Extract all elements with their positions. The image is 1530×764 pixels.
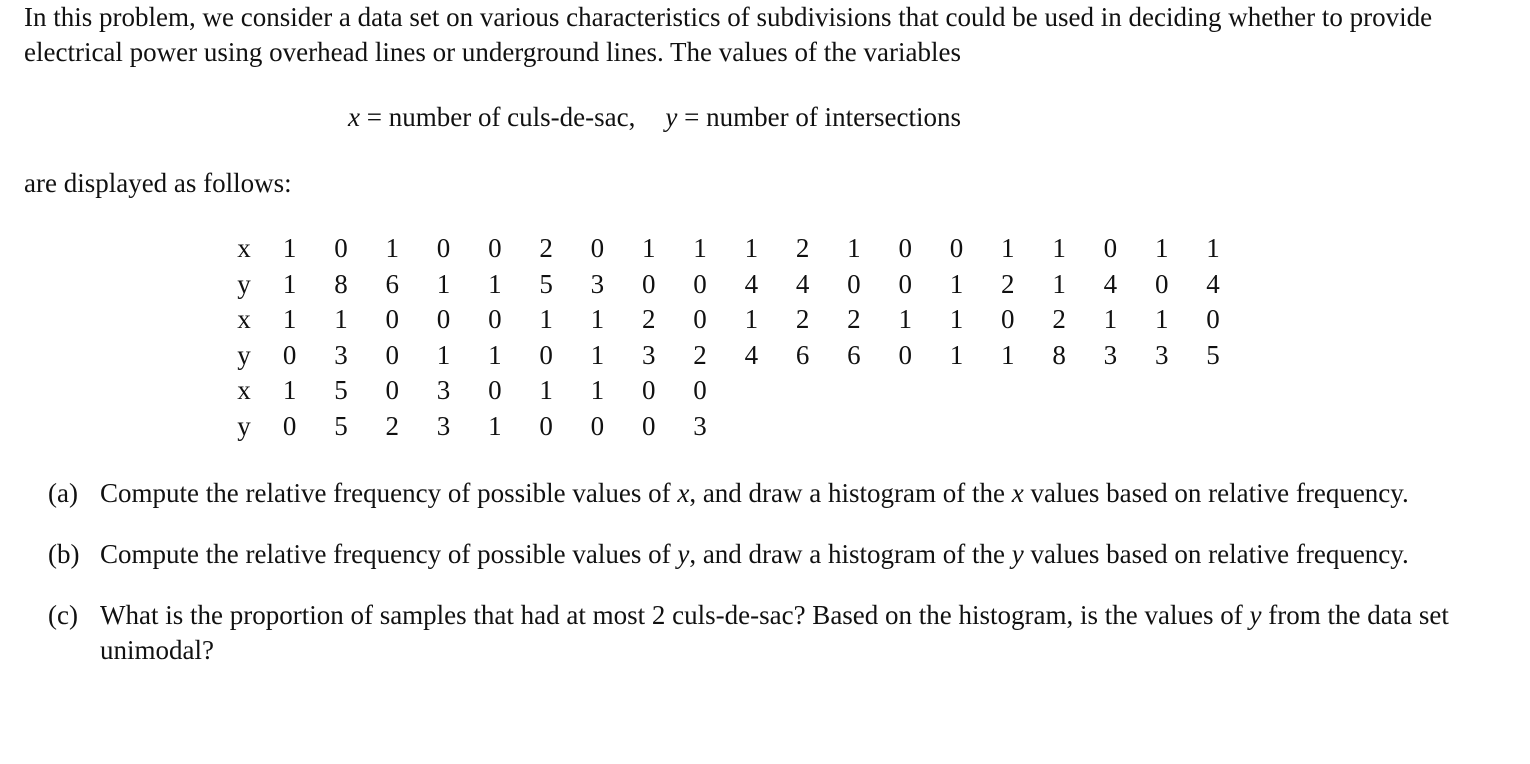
table-cell: 0 (488, 375, 502, 406)
y-symbol: y (665, 102, 678, 132)
table-cell: 2 (795, 233, 810, 264)
table-cell: 4 (1103, 268, 1118, 299)
table-cell: 0 (693, 268, 707, 299)
table-cell: 6 (795, 339, 810, 370)
part-c (48, 598, 1468, 668)
part-b-marker: (b) (48, 539, 80, 569)
part-b-math-1: y (677, 539, 690, 569)
table-cell: 6 (847, 339, 861, 370)
table-cell: 8 (334, 268, 348, 299)
table-cell: 1 (1206, 233, 1220, 264)
table-cell: 0 (1001, 304, 1015, 335)
table-cell: 1 (1001, 339, 1015, 370)
table-cell: 1 (539, 375, 553, 406)
part-b-math-2: y (1011, 539, 1024, 569)
table-cell: 1 (590, 304, 605, 335)
table-cell: 0 (385, 375, 399, 406)
table-cell: 0 (1103, 233, 1118, 264)
table-cell: 2 (1001, 268, 1015, 299)
table-cell: 0 (898, 339, 912, 370)
table-cell: 1 (1052, 233, 1066, 264)
table-cell: 3 (334, 339, 348, 370)
table-cell: 5 (334, 375, 348, 406)
table-cell: 1 (282, 268, 297, 299)
table-cell: 1 (590, 375, 605, 406)
table-cell: 1 (385, 233, 399, 264)
table-cell: 0 (590, 410, 605, 441)
table-cell: 1 (282, 304, 297, 335)
table-cell: 1 (436, 339, 451, 370)
table-cell: 0 (898, 268, 912, 299)
row-label: x (237, 233, 251, 264)
table-cell: 6 (385, 268, 399, 299)
table-row (224, 373, 1239, 409)
part-a-text-1: Compute the relative frequency of possible values of (100, 478, 678, 508)
y-definition: number of intersections (706, 102, 962, 132)
table-cell: 1 (744, 304, 759, 335)
variable-definitions (348, 100, 961, 135)
table-cell: 1 (539, 304, 553, 335)
table-cell: 1 (282, 233, 297, 264)
table-cell: 0 (949, 233, 964, 264)
table-cell: 3 (1154, 339, 1169, 370)
table-cell: 0 (539, 339, 553, 370)
question-parts (48, 476, 1468, 668)
table-cell: 3 (641, 339, 656, 370)
table-cell: 4 (795, 268, 810, 299)
table-cell: 1 (949, 339, 964, 370)
table-cell: 1 (1103, 304, 1118, 335)
data-table-body (224, 231, 1239, 444)
table-row (224, 409, 1239, 445)
table-cell: 1 (488, 339, 502, 370)
table-cell: 4 (744, 268, 759, 299)
table-cell: 0 (641, 375, 656, 406)
table-cell: 5 (1206, 339, 1220, 370)
table-cell: 0 (641, 268, 656, 299)
table-row (224, 267, 1239, 303)
table-cell: 1 (641, 233, 656, 264)
part-a-text-2: , and draw a histogram of the (689, 478, 1012, 508)
table-cell: 1 (1052, 268, 1066, 299)
table-cell: 0 (1206, 304, 1220, 335)
table-cell: 0 (693, 375, 707, 406)
table-cell: 0 (488, 304, 502, 335)
table-cell: 1 (949, 304, 964, 335)
table-cell: 0 (282, 410, 297, 441)
follows-text: are displayed as follows: (24, 168, 292, 198)
row-label: x (237, 375, 251, 406)
table-row (224, 302, 1239, 338)
part-a-math-1: x (677, 478, 690, 508)
x-definition: = number of culs-de-sac, (359, 102, 636, 132)
part-b-text-3: values based on relative frequency. (1023, 539, 1409, 569)
table-cell: 4 (1206, 268, 1220, 299)
table-cell: 1 (898, 304, 912, 335)
table-cell: 1 (1001, 233, 1015, 264)
table-cell: 1 (693, 233, 707, 264)
part-b-text-2: , and draw a histogram of the (689, 539, 1012, 569)
part-b-text-1: Compute the relative frequency of possible values of (100, 539, 678, 569)
table-cell: 1 (334, 304, 348, 335)
table-cell: 0 (385, 304, 399, 335)
part-c-text-1: What is the proportion of samples that had at most 2 culs-de-sac? Based on the histogram, is the values of (100, 600, 1250, 630)
table-cell: 0 (693, 304, 707, 335)
table-cell: 2 (847, 304, 861, 335)
x-symbol: x (348, 102, 360, 132)
table-cell: 3 (436, 375, 451, 406)
table-cell: 2 (1052, 304, 1066, 335)
part-c-marker: (c) (48, 600, 78, 630)
table-cell: 0 (898, 233, 912, 264)
table-cell: 1 (590, 339, 605, 370)
table-cell: 0 (385, 339, 399, 370)
table-cell: 1 (1154, 304, 1169, 335)
table-cell: 0 (847, 268, 861, 299)
table-cell: 3 (590, 268, 605, 299)
table-cell: 1 (744, 233, 759, 264)
table-cell: 0 (436, 304, 451, 335)
part-a-math-2: x (1011, 478, 1024, 508)
table-cell: 0 (334, 233, 348, 264)
part-c-math-1: y (1249, 600, 1262, 630)
table-cell: 2 (385, 410, 399, 441)
table-cell: 2 (795, 304, 810, 335)
y-equals: = (677, 102, 707, 132)
table-cell: 5 (539, 268, 553, 299)
part-a-text-3: values based on relative frequency. (1023, 478, 1409, 508)
row-label: y (237, 268, 251, 299)
table-cell: 0 (282, 339, 297, 370)
table-cell: 2 (539, 233, 553, 264)
table-cell: 2 (641, 304, 656, 335)
table-cell: 0 (590, 233, 605, 264)
table-cell: 1 (282, 375, 297, 406)
table-cell: 1 (1154, 233, 1169, 264)
table-cell: 0 (436, 233, 451, 264)
data-table (224, 231, 1239, 444)
row-label: y (237, 339, 251, 370)
table-row (224, 231, 1239, 267)
row-label: x (237, 304, 251, 335)
table-row (224, 338, 1239, 374)
table-cell: 4 (744, 339, 759, 370)
part-a (48, 476, 1468, 511)
table-cell: 1 (436, 268, 451, 299)
table-cell: 3 (436, 410, 451, 441)
part-a-marker: (a) (48, 478, 78, 508)
table-cell: 0 (488, 233, 502, 264)
table-cell: 2 (693, 339, 707, 370)
intro-paragraph: In this problem, we consider a data set on various characteristics of subdivisions that could be used in deciding whether to provide electrical power using overhead lines or underground lines. The values of the variables (24, 2, 1433, 67)
part-b (48, 537, 1468, 572)
table-cell: 1 (488, 410, 502, 441)
table-cell: 0 (1154, 268, 1169, 299)
table-cell: 0 (539, 410, 553, 441)
table-cell: 8 (1052, 339, 1066, 370)
table-cell: 1 (847, 233, 861, 264)
table-cell: 1 (488, 268, 502, 299)
table-cell: 1 (949, 268, 964, 299)
table-cell: 3 (1103, 339, 1118, 370)
table-cell: 0 (641, 410, 656, 441)
table-cell: 3 (693, 410, 707, 441)
row-label: y (237, 410, 251, 441)
part-c-text-2: from the data set unimodal? (100, 600, 1449, 665)
table-cell: 5 (334, 410, 348, 441)
